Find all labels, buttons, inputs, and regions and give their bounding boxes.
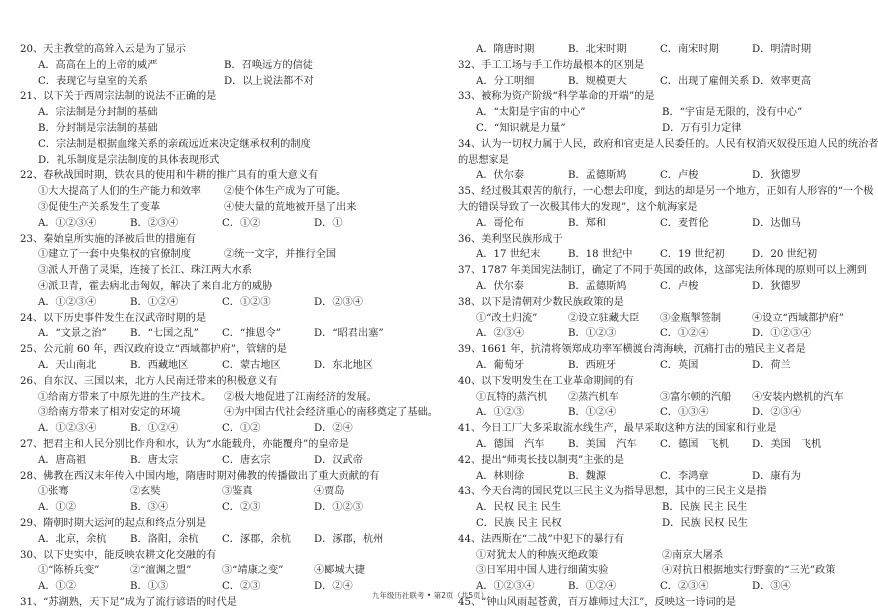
answer-option: C．表现它与皇室的关系 [38,75,148,87]
options-row [20,74,410,90]
right-column [458,42,878,611]
answer-option: ①张骞 [38,486,69,498]
answer-option: ③给南方带来了相对安定的环境 [38,407,181,419]
answer-option: A．分工明细 [476,75,535,87]
answer-option: C．南宋时期 [660,44,719,55]
options-row [458,437,848,453]
answer-option: B．“宇宙是无限的，没有中心” [662,107,803,119]
answer-option: A．隋唐时期 [476,44,535,55]
options-row [20,247,410,263]
answer-option: C．卢梭 [660,280,699,292]
answer-option: C．①③④ [660,407,709,419]
options-row [20,563,410,579]
question-line: 32、手工工场与手工作坊最根本的区别是 [458,59,645,71]
options-row [458,358,848,374]
answer-option: B．民族 民主 民生 [662,502,748,514]
question-line: 44、法西斯在“二战”中犯下的暴行有 [458,533,625,545]
question-line: 42、提出“师夷长技以制夷”主张的是 [458,454,625,466]
answer-option: A．葡萄牙 [476,359,525,371]
answer-option: A．北京，余杭 [38,533,107,545]
answer-option: A．①② [38,581,76,593]
options-row [458,326,848,342]
answer-option: ④设立“西域都护府” [752,312,844,324]
answer-option: C．德国 飞机 [660,438,729,450]
answer-option: D．汉武帝 [314,454,363,466]
question-line: 29、隋朝时期大运河的起点和终点分别是 [20,517,207,529]
question-line: 23、秦始皇所实施的泽被后世的措施有 [20,233,196,245]
question-line: 20、天主教堂的高耸入云是为了显示 [20,44,186,55]
answer-option: B．规模更大 [568,75,627,87]
options-row [458,405,848,421]
answer-option: ③金瓶掣签制 [660,312,722,324]
answer-option: B．18 世纪中 [568,249,633,261]
answer-option: C．卢梭 [660,170,699,182]
answer-option: D．民族 民权 民生 [662,517,748,529]
answer-option: C．②③④ [660,581,709,593]
answer-option: A．民权 民主 民生 [476,502,562,514]
answer-option: D．②③④ [752,407,801,419]
options-row [458,279,848,295]
answer-option: C．②③ [222,502,261,514]
options-row [20,263,410,279]
answer-option [224,263,410,279]
answer-option: D．明清时期 [752,44,812,55]
answer-option: ②极大地促进了江南经济的发展。 [224,391,377,403]
answer-option: A．唐高祖 [38,454,87,466]
answer-option: ②统一文字，并推行全国 [224,249,337,261]
answer-option: D．荷兰 [752,359,791,371]
answer-option: ④使大量的荒地被开垦了出来 [224,201,357,213]
answer-option: C．蒙古地区 [222,359,281,371]
question-line: 21、以下关于西周宗法制的说法不正确的是 [20,91,217,103]
option-line: A．宗法制是分封制的基础 [38,107,158,119]
answer-option: D．“昭君出塞” [314,328,384,340]
options-row [458,500,848,516]
answer-option: A．①②③④ [38,217,97,229]
answer-option: C．“知识就是力量” [476,122,566,134]
answer-option: B．洛阳，余杭 [130,533,199,545]
answer-option: C．李鸿章 [660,470,709,482]
answer-option: ③促使生产关系发生了变革 [38,201,161,213]
answer-option: D．①②③ [314,502,363,514]
answer-option: ③日军用中国人进行细菌实验 [476,565,609,577]
question-line: 的思想家是 [458,154,509,166]
answer-option: D．美国 飞机 [752,438,822,450]
answer-option: B．孟德斯鸠 [568,170,627,182]
answer-option: D．狄德罗 [752,170,801,182]
answer-option: A．哥伦布 [476,217,525,229]
option-line: D．礼乐制度是宗法制度的具体表现形式 [38,154,220,166]
answer-option: B．①②④ [568,407,617,419]
answer-option: C．①②③ [222,296,271,308]
answer-option: A．伏尔泰 [476,280,525,292]
answer-option: ①给南方带来了中原先进的生产技术。 [38,391,212,403]
question-line: 24、以下历史事件发生在汉武帝时期的是 [20,312,207,324]
answer-option: D．20 世纪初 [752,249,818,261]
answer-option: ②使个体生产成为了可能。 [224,186,347,198]
question-line: 45、“钟山风雨起苍黄，百万雄师过大江”，反映这一诗词的是 [458,596,737,608]
options-row [20,358,410,374]
answer-option: D．万有引力定律 [662,122,742,134]
answer-option: ②南京大屠杀 [662,549,724,561]
question-line: 40、以下发明发生在工业革命期间的有 [458,375,634,387]
answer-option: ③派人开凿了灵渠，连接了长江、珠江两大水系 [38,265,252,277]
answer-option: A．德国 汽车 [476,438,545,450]
page-footer: 九年级历社联考 • 第2页（共5页） [371,591,489,600]
answer-option: ③鉴真 [222,486,253,498]
answer-option: B．西藏地区 [130,359,189,371]
options-row [458,548,848,564]
answer-option: C．①②④ [660,328,709,340]
answer-option: B．③④ [130,502,169,514]
answer-option: ②玄奘 [130,486,161,498]
answer-option: B．魏源 [568,470,607,482]
answer-option: A．①② [38,502,76,514]
answer-option: B．孟德斯鸠 [568,280,627,292]
answer-option: B．郑和 [568,217,607,229]
answer-option: C．②③ [222,581,261,593]
options-row [458,247,848,263]
answer-option: C．英国 [660,359,699,371]
answer-option: ④为中国古代社会经济重心的南移奠定了基础。 [224,407,438,419]
answer-option: D．①②③④ [752,328,812,340]
answer-option: B．②③④ [130,217,179,229]
answer-option: C．民族 民主 民权 [476,517,562,529]
answer-option: A．①②③④ [38,423,97,435]
answer-option: B．①③ [130,581,169,593]
answer-option: A．①②③④ [38,296,97,308]
answer-option: D．① [314,217,343,229]
question-line: 35、经过极其艰苦的航行，一心想去印度，到达的却是另一个地方，正如有人形容的“一个极 [458,186,874,198]
answer-option: D．涿郡，杭州 [314,533,384,545]
options-row [458,42,848,58]
answer-option: A．①②③ [476,407,525,419]
answer-option: ③富尔顿的汽船 [660,391,732,403]
question-line: 22、春秋战国时期，铁农具的使用和牛耕的推广具有的重大意义有 [20,170,319,182]
answer-option: A．林则徐 [476,470,525,482]
options-row [458,121,848,137]
question-line: 43、今天台湾的国民党以三民主义为指导思想，其中的三民主义是指 [458,486,767,498]
answer-option: B．①②④ [130,423,179,435]
answer-option: A．天山南北 [38,359,97,371]
question-line: 41、今日工厂大多采取流水线生产，最早采取这种方法的国家和行业是 [458,423,777,435]
options-row [458,216,848,232]
answer-option: C．19 世纪初 [660,249,725,261]
options-row [20,453,410,469]
options-row [458,311,848,327]
question-line: 37、1787 年美国宪法制订，确定了不同于英国的政体，这部宪法所体现的原则可以上溯到 [458,265,867,277]
option-line: C．宗法制是根据血缘关系的亲疏远近来决定继承权利的制度 [38,138,311,150]
answer-option: ②设立驻藏大臣 [568,312,640,324]
answer-option: D．狄德罗 [752,280,801,292]
answer-option: C．出现了雇佣关系 [660,75,750,87]
options-row [20,184,410,200]
answer-option: D．③④ [752,581,791,593]
answer-option: B．美国 汽车 [568,438,637,450]
answer-option: B．唐太宗 [130,454,179,466]
answer-option: ①对犹太人的种族灭绝政策 [476,549,599,561]
answer-option: ②蒸汽机车 [568,391,619,403]
answer-option: C．涿郡，余杭 [222,533,291,545]
answer-option: A．17 世纪末 [476,249,541,261]
answer-option: A．高高在上的上帝的威严 [38,59,158,71]
question-line: 34、认为一切权力属于人民，政府和官吏是人民委任的。人民有权消灭奴役压迫人民的统治者 [458,138,878,150]
options-row [458,74,848,90]
options-row [20,326,410,342]
answer-option: A．“文景之治” [38,328,107,340]
options-row [458,469,848,485]
answer-option: D．效率更高 [752,75,812,87]
answer-option: ①瓦特的蒸汽机 [476,391,548,403]
options-row [458,390,848,406]
answer-option: D．②④ [314,423,353,435]
answer-option: B．①②④ [130,296,179,308]
answer-option: ①“改土归流” [476,312,538,324]
option-line: B．分封制是宗法制的基础 [38,122,158,134]
answer-option: C．麦哲伦 [660,217,709,229]
options-row [20,484,410,500]
options-row [20,295,410,311]
answer-option: C．①② [222,217,261,229]
question-line: 39、1661 年，抗清将领郑成功率军横渡台湾海峡，沉痛打击的殖民主义者是 [458,344,806,356]
question-line: 30、以下史实中，能反映农耕文化交融的有 [20,549,217,561]
answer-option: B．西班牙 [568,359,617,371]
question-line: 26、自东汉、三国以来，北方人民南迁带来的积极意义有 [20,375,278,387]
answer-option: A．②③④ [476,328,525,340]
answer-option: B．北宋时期 [568,44,627,55]
answer-option: ④郾城大捷 [314,565,365,577]
answer-option: A．伏尔泰 [476,170,525,182]
answer-option: C．①② [222,423,261,435]
answer-option: D．康有为 [752,470,801,482]
answer-option: B．①②③ [568,328,617,340]
question-line: 31、“苏湖熟，天下足”成为了流行谚语的时代是 [20,596,237,608]
options-row [20,405,438,421]
question-line: 28、佛教在西汉末年传入中国内地，隋唐时期对佛教的传播做出了重大贡献的有 [20,470,380,482]
answer-option: D．东北地区 [314,359,374,371]
answer-option: D．达伽马 [752,217,801,229]
options-row [20,421,410,437]
answer-option: B．“七国之乱” [130,328,199,340]
options-row [20,58,410,74]
answer-option: B．①②④ [568,581,617,593]
answer-option: C．唐玄宗 [222,454,271,466]
answer-option: ①“陈桥兵变” [38,565,100,577]
options-row [458,105,848,121]
question-line: 33、被称为资产阶级“科学革命的开端”的是 [458,91,655,103]
answer-option: D．以上说法都不对 [224,75,314,87]
question-line: 36、美利坚民族形成于 [458,233,563,245]
option-line: ④派卫青，霍去病北击匈奴，解决了来自北方的威胁 [38,280,273,292]
options-row [20,500,410,516]
options-row [458,563,848,579]
options-row [20,200,410,216]
options-row [458,168,848,184]
answer-option: D．②③④ [314,296,363,308]
options-row [20,532,410,548]
answer-option: D．②④ [314,581,353,593]
answer-option: B．召唤远方的信徒 [224,59,313,71]
answer-option: ②“澶渊之盟” [130,565,192,577]
options-row [20,390,410,406]
answer-option: ①建立了一套中央集权的官僚制度 [38,249,191,261]
answer-option: ④安装内燃机的汽车 [752,391,844,403]
answer-option: C．“推恩令” [222,328,281,340]
options-row [458,516,848,532]
options-row [20,216,410,232]
answer-option: ④对抗日根据地实行野蛮的“三光”政策 [662,565,836,577]
answer-option: ①大大提高了人们的生产能力和效率 [38,186,201,198]
answer-option: ③“靖康之变” [222,565,284,577]
question-line: 25、公元前 60 年，西汉政府设立“西域都护府”，管辖的是 [20,344,287,356]
answer-option: A．①②③④ [476,581,535,593]
answer-option: ④贾岛 [314,486,345,498]
question-line: 大的错误导致了一次极其伟大的发现”，这个航海家是 [458,201,698,213]
question-line: 27、把君主和人民分别比作舟和水，认为“水能载舟，亦能覆舟”的皇帝是 [20,438,350,450]
answer-option: A．“太阳是宇宙的中心” [476,107,586,119]
question-line: 38、以下是清朝对少数民族政策的是 [458,296,624,308]
